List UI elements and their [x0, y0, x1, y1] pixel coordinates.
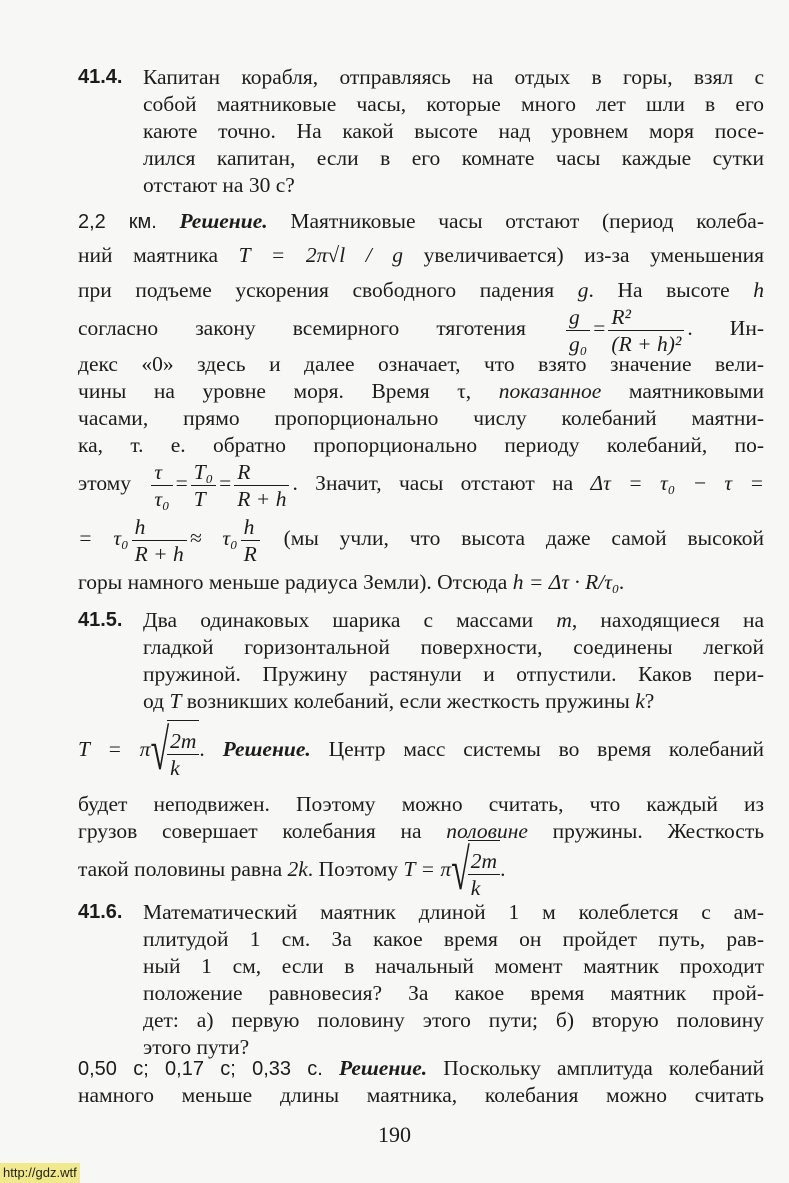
answer-formula	[78, 719, 199, 783]
fraction	[191, 459, 216, 512]
problem-41-4-line: лился капитан, если в его комнате часы каждые сутки	[143, 146, 764, 170]
solution-text: увеличивается) из-за уменьшения	[423, 243, 764, 267]
solution-line	[78, 838, 764, 903]
var-g: g	[577, 278, 589, 302]
numerator: T₀	[193, 459, 214, 484]
formula-part: ≈ τ₀	[189, 526, 238, 550]
problem-number: 41.4.	[78, 66, 123, 88]
problem-text: ?	[644, 689, 655, 713]
problem-41-6-line: этого пути?	[143, 1035, 250, 1059]
var-2k: 2k	[287, 857, 308, 881]
fraction	[151, 459, 172, 512]
solution-text: . Ин-	[687, 316, 764, 340]
watermark-link[interactable]: http://gdz.wtf	[0, 1163, 80, 1183]
answer: 2,2 км.	[78, 211, 157, 233]
punctuation: .	[500, 857, 506, 881]
problem-41-5-line: пружиной. Пружину растянули и отпустили. Каков пери-	[143, 662, 764, 686]
problem-41-5-line: гладкой горизонтальной поверхности, соединены легкой	[143, 635, 764, 659]
problem-text: Два одинаковых шарика с массами	[143, 608, 534, 632]
period-formula	[403, 839, 501, 903]
problem-text: од	[143, 689, 165, 713]
problem-text: Математический маятник длиной 1 м колеблется с ам-	[143, 900, 764, 924]
solution-line	[78, 300, 764, 356]
numerator: h	[134, 514, 146, 539]
solution-label: Решение.	[338, 1056, 428, 1080]
var-T: T	[169, 689, 182, 713]
solution-text: Центр масс системы во время колебаний	[328, 737, 765, 761]
solution-text: согласно закону всемирного тяготения	[78, 316, 526, 340]
solution-label: Решение.	[222, 737, 311, 761]
formula-part: T = π	[403, 857, 452, 881]
problem-text: , находящиеся на	[571, 608, 765, 632]
formula-part: = τ₀	[78, 526, 129, 550]
numerator: R	[237, 459, 251, 484]
answer: 0,50 с; 0,17 с; 0,33 с.	[78, 1058, 323, 1080]
solution-text: Поскольку амплитуда колебаний	[443, 1056, 765, 1080]
fraction	[167, 728, 199, 781]
solution-text: . Поэтому	[307, 857, 399, 881]
solution-text: пружины. Жесткость	[552, 819, 765, 843]
numerator: h	[243, 514, 255, 539]
emphasis: показанное	[498, 379, 602, 403]
problem-number: 41.5.	[78, 609, 123, 631]
solution-line	[78, 240, 764, 270]
problem-text: Капитан корабля, отправляясь на отдых в горы, взял с	[143, 65, 764, 89]
denominator: k	[167, 754, 199, 781]
solution-line: декс «0» здесь и далее означает, что взято значение вели-	[78, 352, 764, 376]
solution-text: ний маятника	[78, 243, 219, 267]
problem-41-5-line	[78, 605, 765, 635]
numerator: 2m	[470, 848, 498, 873]
numerator: τ	[154, 459, 163, 484]
ratio-formula: $\frac{\tau}{\text{τ₀}}$ = $\frac{\text{T₀}}{T}$ = $\frac{R}{R + h}$	[148, 471, 292, 495]
solution-text: чины на уровне моря. Время τ,	[78, 379, 472, 403]
gravity-ratio: $\frac{g}{\text{g₀}}$ = $\frac{\text{R²}}{\text{(R + h)²}}$	[563, 316, 687, 340]
problem-text: возникших колебаний, если жесткость пружины	[186, 689, 630, 713]
denominator: T	[191, 485, 216, 512]
problem-41-6-line: ный 1 см, если в начальный момент маятник проходит	[143, 954, 764, 978]
fraction	[132, 514, 187, 567]
height-formula: h = Δτ · R/τ₀.	[512, 570, 625, 594]
var-k: k	[635, 689, 645, 713]
solution-text: при подъеме ускорения свободного падения	[78, 278, 555, 302]
denominator: τ₀	[151, 485, 172, 512]
solution-line	[78, 206, 764, 237]
period-formula: T = 2π√l / g	[238, 243, 404, 267]
numerator: 2m	[170, 728, 197, 753]
var-m: m	[556, 608, 572, 632]
problem-41-6-line: дет: а) первую половину этого пути; б) вторую половину	[143, 1008, 764, 1032]
solution-text: грузов совершает колебания на	[78, 819, 422, 843]
fraction	[241, 514, 260, 567]
numerator: R²	[611, 304, 631, 329]
solution-line: будет неподвижен. Поэтому можно считать, что каждый из	[78, 792, 764, 816]
problem-41-6-line: положение равновесия? За какое время маятник прой-	[143, 981, 764, 1005]
problem-number: 41.6.	[78, 901, 123, 923]
sqrt: √ $\frac{2m}{k}$	[150, 719, 199, 784]
solution-text: . Значит, часы отстают на	[292, 471, 574, 495]
solution-line	[78, 376, 764, 406]
sqrt: √ $\frac{2m}{k}$	[451, 839, 500, 904]
solution-text: этому	[78, 471, 132, 495]
problem-41-5-line	[143, 686, 764, 716]
page-number: 190	[378, 1122, 411, 1147]
solution-line	[78, 567, 764, 597]
solution-line: T = π√ $\frac{2m}{k}$ . Решение. Центр масс системы во время колебаний	[78, 719, 765, 783]
solution-line: ка, т. е. обратно пропорционально периоду колебаний, по-	[78, 433, 764, 457]
numerator: g	[569, 304, 580, 329]
denominator: R + h	[132, 540, 187, 567]
solution-text: маятниковыми	[628, 379, 764, 403]
solution-line: намного меньше длины маятника, колебания можно считать	[78, 1083, 764, 1107]
solution-label: Решение.	[179, 209, 268, 233]
var-h: h	[753, 278, 765, 302]
delta-tau-formula: Δτ = τ₀ − τ =	[590, 471, 764, 495]
problem-41-4-line: отстают на 30 с?	[143, 173, 295, 197]
emphasis: половине	[446, 819, 528, 843]
formula-part: T = π	[78, 737, 151, 761]
denominator: R + h	[234, 485, 289, 512]
solution-text: (мы учли, что высота даже самой высокой	[283, 526, 764, 550]
problem-41-4-line: каюте точно. На какой высоте над уровнем моря посе-	[143, 119, 764, 143]
solution-line	[78, 455, 764, 511]
denominator: g₀	[566, 330, 590, 357]
denominator: k	[468, 874, 500, 901]
fraction	[234, 459, 289, 512]
denominator: (R + h)²	[608, 330, 684, 357]
solution-text: такой половины равна	[78, 857, 283, 881]
problem-41-4-line	[78, 62, 764, 92]
solution-line: часами, прямо пропорционально числу колебаний маятни-	[78, 406, 764, 430]
problem-41-6-line	[78, 897, 764, 927]
solution-text: Маятниковые часы отстают (период колеба-	[290, 209, 764, 233]
solution-text: . На высоте	[588, 278, 730, 302]
problem-41-4-line: собой маятниковые часы, которые много лет шли в его	[143, 92, 764, 116]
problem-41-6-line: плитудой 1 см. За какое время он пройдет путь, рав-	[143, 927, 764, 951]
fraction	[468, 848, 500, 901]
solution-line	[78, 510, 764, 566]
solution-text: горы намного меньше радиуса Земли). Отсюда	[78, 570, 508, 594]
denominator: R	[241, 540, 260, 567]
approx-formula	[78, 514, 263, 566]
